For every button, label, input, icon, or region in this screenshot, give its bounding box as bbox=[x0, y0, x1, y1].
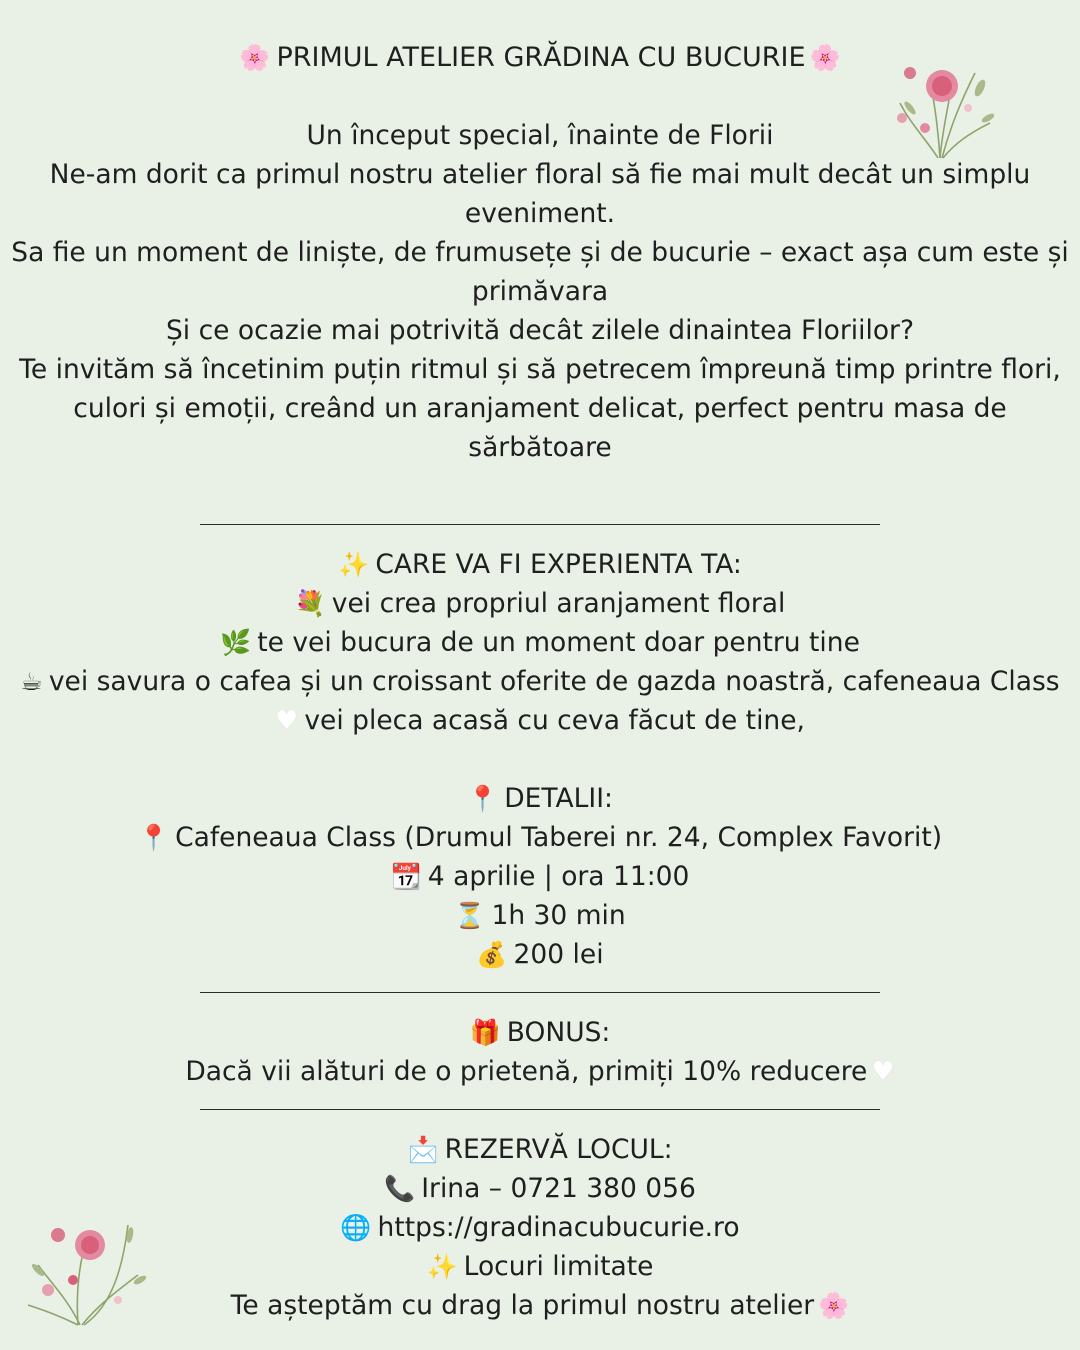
white-heart-icon: ♥ bbox=[871, 1057, 895, 1087]
intro-line: Sa fie un moment de liniște, de frumusețe și de bucurie – exact așa cum este și bbox=[11, 237, 1069, 268]
details-heading: 📍 DETALII: bbox=[467, 783, 613, 814]
details-duration: ⏳ 1h 30 min bbox=[454, 900, 626, 931]
intro-line: Un început special, înainte de Florii bbox=[306, 120, 774, 151]
gift-icon: 🎁 bbox=[469, 1018, 501, 1047]
booking-phone[interactable]: 📞 Irina – 0721 380 056 bbox=[384, 1173, 696, 1204]
hourglass-icon: ⏳ bbox=[454, 901, 486, 930]
details-location: 📍 Cafeneaua Class (Drumul Taberei nr. 24, Complex Favorit) bbox=[137, 822, 943, 853]
intro-line: Te invităm să încetinim puțin ritmul și să petrecem împreună timp printre flori, bbox=[19, 354, 1061, 385]
intro-line: sărbătoare bbox=[468, 432, 612, 463]
globe-icon: 🌐 bbox=[340, 1213, 372, 1242]
experience-item: ♥ vei pleca acasă cu ceva făcut de tine, bbox=[275, 705, 805, 736]
bouquet-icon: 💐 bbox=[294, 589, 326, 618]
pin-icon: 📍 bbox=[137, 823, 170, 852]
experience-heading: ✨ CARE VA FI EXPERIENTA TA: bbox=[338, 549, 742, 580]
cherry-blossom-icon: 🌸 bbox=[239, 43, 271, 72]
white-heart-icon: ♥ bbox=[275, 706, 299, 736]
coffee-icon: ☕ bbox=[20, 667, 43, 696]
bonus-text: Dacă vii alături de o prietenă, primiți 10% reducere ♥ bbox=[185, 1056, 895, 1087]
calendar-icon: 📆 bbox=[390, 862, 422, 891]
details-date: 📆 4 aprilie | ora 11:00 bbox=[390, 861, 690, 892]
cherry-blossom-icon: 🌸 bbox=[818, 1291, 850, 1320]
experience-item: 💐 vei crea propriul aranjament floral bbox=[294, 588, 786, 619]
details-price: 💰 200 lei bbox=[476, 939, 604, 970]
booking-heading: 📩 REZERVĂ LOCUL: bbox=[407, 1134, 673, 1165]
herb-icon: 🌿 bbox=[220, 628, 252, 657]
sparkles-icon: ✨ bbox=[426, 1252, 458, 1281]
intro-line: Ne-am dorit ca primul nostru atelier floral să fie mai mult decât un simplu bbox=[49, 159, 1031, 190]
divider bbox=[200, 1109, 880, 1110]
pin-icon: 📍 bbox=[467, 784, 499, 813]
money-bag-icon: 💰 bbox=[476, 940, 508, 969]
intro-line: primăvara bbox=[471, 276, 609, 307]
divider bbox=[200, 524, 880, 525]
booking-limited: ✨ Locuri limitate bbox=[426, 1251, 654, 1282]
intro-line: eveniment. bbox=[464, 198, 616, 229]
booking-website-link[interactable]: 🌐 https://gradinacubucurie.ro bbox=[340, 1212, 740, 1243]
experience-item: ☕ vei savura o cafea și un croissant oferite de gazda noastră, cafeneaua Class bbox=[20, 666, 1060, 697]
intro-line: culori și emoții, creând un aranjament delicat, perfect pentru masa de bbox=[73, 393, 1007, 424]
closing-text: Te așteptăm cu drag la primul nostru atelier 🌸 bbox=[230, 1290, 850, 1321]
phone-icon: 📞 bbox=[384, 1174, 416, 1203]
experience-item: 🌿 te vei bucura de un moment doar pentru tine bbox=[220, 627, 860, 658]
divider bbox=[200, 992, 880, 993]
page-title: 🌸 PRIMUL ATELIER GRĂDINA CU BUCURIE 🌸 bbox=[239, 42, 841, 73]
cherry-blossom-icon: 🌸 bbox=[809, 43, 841, 72]
envelope-icon: 📩 bbox=[407, 1135, 439, 1164]
bonus-heading: 🎁 BONUS: bbox=[469, 1017, 611, 1048]
intro-line: Și ce ocazie mai potrivită decât zilele dinaintea Floriilor? bbox=[165, 315, 915, 346]
sparkles-icon: ✨ bbox=[338, 550, 370, 579]
